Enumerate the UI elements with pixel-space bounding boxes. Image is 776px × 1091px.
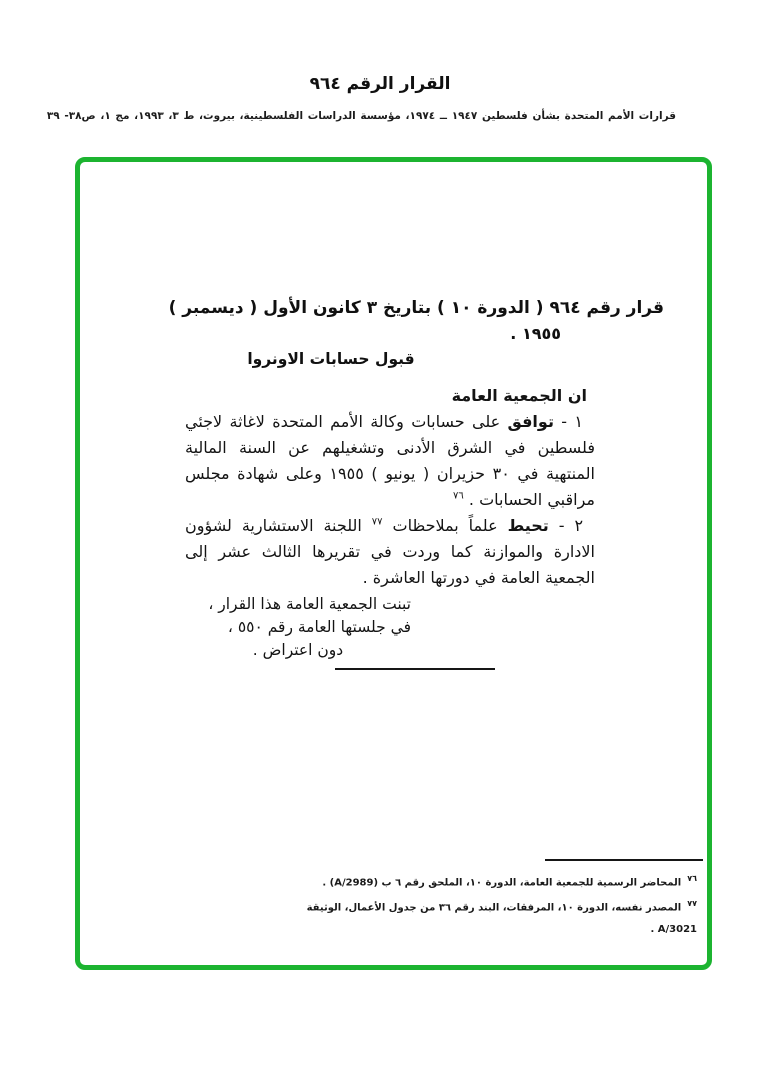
adoption-line-2: في جلستها العامة رقم ٥٥٠ ، [227, 618, 411, 636]
footnote-77 [306, 893, 697, 918]
footnotes [306, 868, 697, 940]
footnote-77-marker: ٧٧ [687, 899, 697, 909]
footnote-77-document-ref: A/3021 . [650, 923, 697, 935]
footnote-77-carry [352, 919, 697, 940]
section-divider-line [335, 668, 495, 670]
resolution-title-line2: ١٩٥٥ . [510, 324, 561, 343]
document-frame [75, 157, 712, 970]
opening-phrase: ان الجمعية العامة [451, 386, 587, 405]
resolution-title-line1: قرار رقم ٩٦٤ ( الدورة ١٠ ) بتاريخ ٣ كانون الأول ( ديسمبر ) [168, 298, 664, 318]
paragraph-1 [185, 409, 595, 513]
paragraph-1-keyword: توافق [507, 412, 554, 431]
footnote-77-text: المصدر نفسه، الدورة ١٠، المرفقات، البند رقم ٣٦ من جدول الأعمال، الوثيقة [306, 902, 682, 914]
adoption-line-3: دون اعتراض . [252, 641, 344, 659]
footnote-ref-76: ٧٦ [453, 490, 464, 502]
paragraph-2-keyword: تحيط [507, 516, 549, 535]
adoption-line-1: تبنت الجمعية العامة هذا القرار ، [208, 595, 411, 613]
footnote-76-text: المحاضر الرسمية للجمعية العامة، الدورة ١٠، الملحق رقم ٦ ب (A/2989) . [322, 877, 682, 889]
footnote-ref-77: ٧٧ [371, 516, 383, 528]
resolution-subtitle: قبول حسابات الاونروا [247, 350, 415, 368]
resolution-body [185, 383, 595, 670]
paragraph-2-number: ٢ - [558, 516, 584, 535]
paragraph-2-text-before: علماً بملاحظات [392, 516, 498, 535]
adoption-note [185, 593, 411, 662]
paragraph-2 [185, 513, 595, 591]
citation-line: قرارات الأمم المتحدة بشأن فلسطين ١٩٤٧ ــ ١٩٧٤، مؤسسة الدراسات الفلسطينية، بيروت، ط ٣، ١٩٩٣، مج ١، ص٣٨- ٣٩ [46, 110, 676, 122]
page-title: القرار الرقم ٩٦٤ [309, 74, 451, 94]
footnote-76 [322, 868, 697, 893]
paragraph-2-text-after: اللجنة الاستشارية لشؤون الادارة والموازنة كما وردت في تقريرها الثالث عشر إلى الجمعية العامة في دورتها العاشرة . [185, 516, 595, 587]
footnote-divider-line [545, 859, 703, 861]
paragraph-1-text: على حسابات وكالة الأمم المتحدة لاغاثة لاجئي فلسطين في الشرق الأدنى وتشغيلهم عن السنة المالية المنتهية في ٣٠ حزيران ( يونيو ) ١٩٥٥ وعلى شهادة مجلس مراقبي الحسابات . [185, 412, 596, 509]
paragraph-1-number: ١ - [561, 412, 584, 431]
footnote-76-marker: ٧٦ [687, 874, 697, 883]
